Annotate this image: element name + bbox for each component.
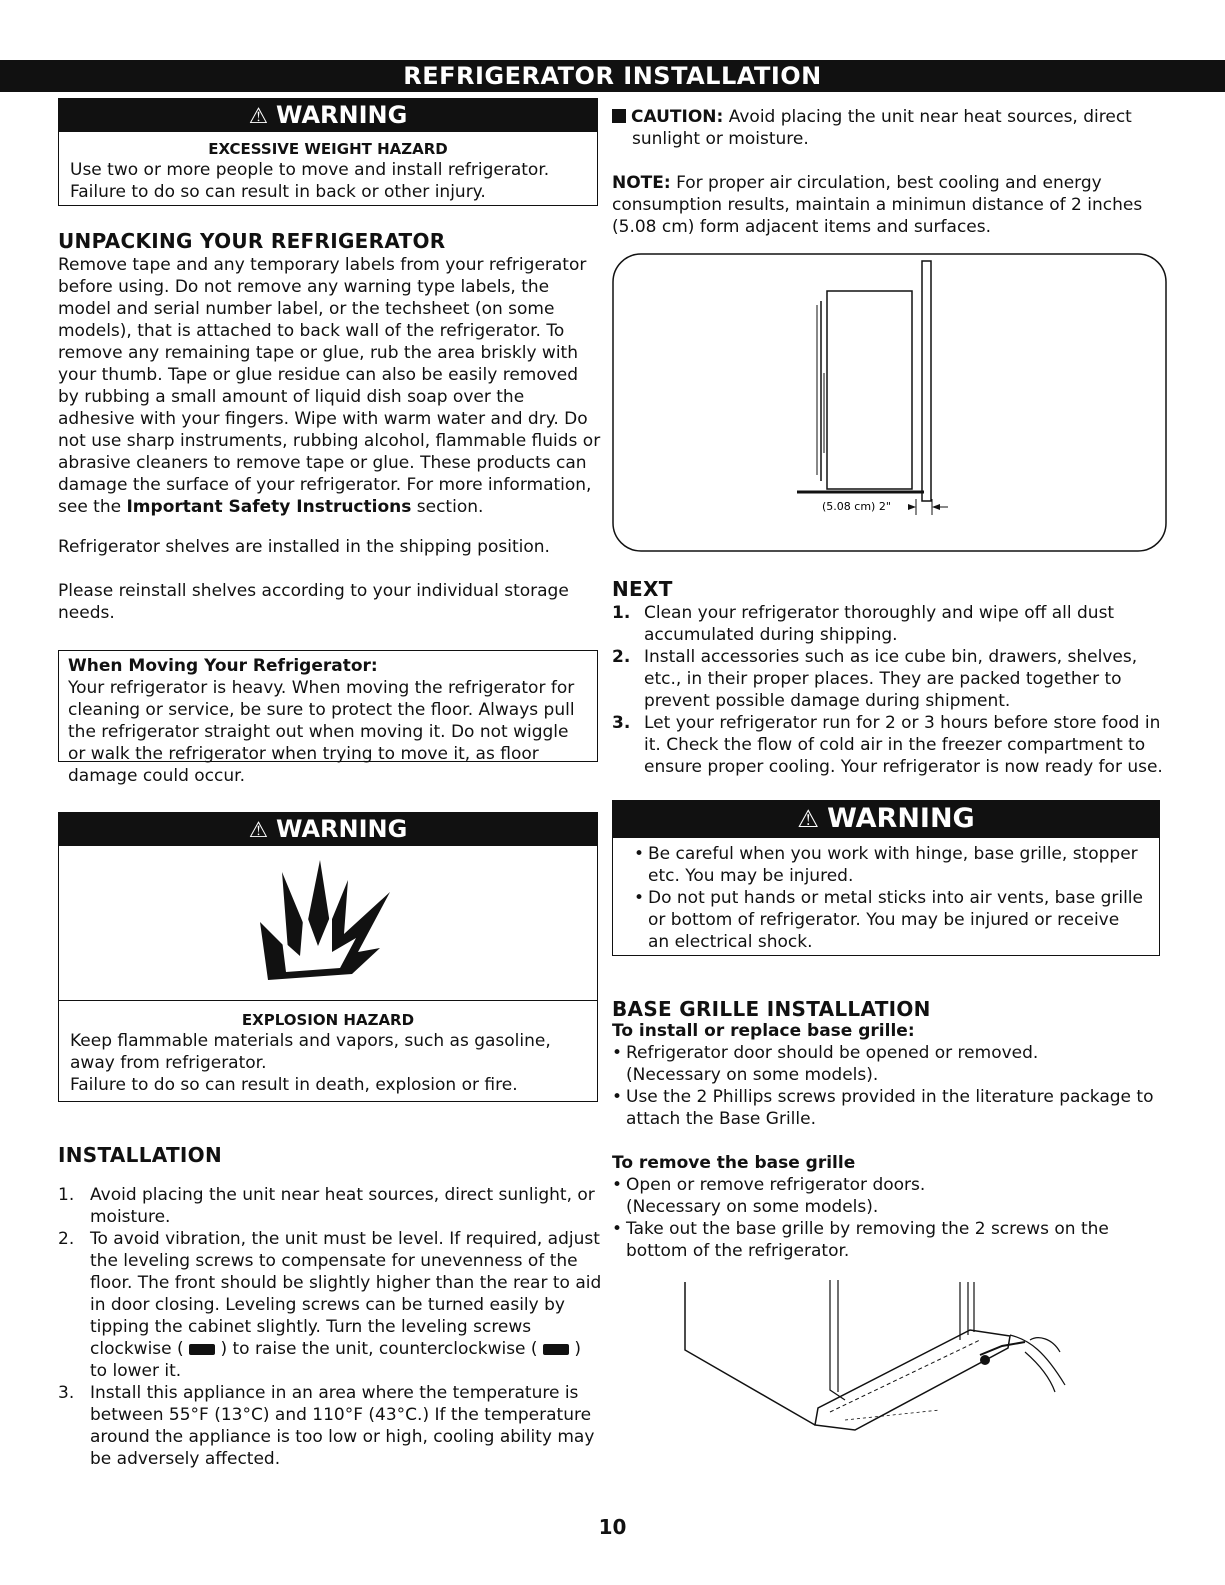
unpacking-paragraph <box>58 254 603 518</box>
unpacking-text-end: section. <box>416 497 484 517</box>
warning-label: WARNING <box>276 815 408 843</box>
caution-icon <box>612 109 626 123</box>
install-grille-list <box>612 1042 1167 1130</box>
base-grille-illustration <box>680 1280 1080 1440</box>
next-item <box>612 646 1164 712</box>
installation-list <box>58 1184 603 1470</box>
moving-text: Your refrigerator is heavy. When moving the refrigerator for cleaning or service, be sure to protect the floor. Always pull the refrigerator straight out when moving it. Do not wiggle or walk the refrigerator when trying to move it, as floor damage could occur. <box>68 678 575 786</box>
weight-warning-header <box>58 98 598 132</box>
item-number: 3. <box>58 1383 75 1403</box>
next-list <box>612 602 1164 778</box>
item-text: ) to raise the unit, counterclockwise ( <box>220 1339 538 1359</box>
remove-grille-title: To remove the base grille <box>612 1153 856 1173</box>
install-grille-item <box>612 1086 1167 1130</box>
item-number: 2. <box>58 1229 75 1249</box>
remove-grille-item <box>612 1174 1167 1218</box>
installation-heading: INSTALLATION <box>58 1143 222 1167</box>
item-text: Open or remove refrigerator doors. <box>626 1175 926 1195</box>
item-subtext: (Necessary on some models). <box>626 1197 879 1217</box>
explosion-hazard-title: EXPLOSION HAZARD <box>241 1011 415 1029</box>
remove-grille-item <box>612 1218 1167 1262</box>
weight-hazard-text: Use two or more people to move and install refrigerator. Failure to do so can result in back or other injury. <box>70 160 550 202</box>
note-block <box>612 172 1164 238</box>
unpacking-heading: UNPACKING YOUR REFRIGERATOR <box>58 229 446 253</box>
warning-triangle-icon: ⚠ <box>797 804 820 833</box>
page-banner: REFRIGERATOR INSTALLATION <box>0 60 1225 92</box>
item-text: Install this appliance in an area where the temperature is between 55°F (13°C) and 110°F (43°C.) If the temperature around the appliance is too low or high, cooling ability may be adversely affected. <box>90 1383 595 1469</box>
clockwise-icon <box>189 1344 215 1355</box>
next-item <box>612 712 1164 778</box>
shelves-reinstall-note: Please reinstall shelves according to your individual storage needs. <box>58 581 569 623</box>
note-label: NOTE: <box>612 173 671 193</box>
item-text: Clean your refrigerator thoroughly and wipe off all dust accumulated during shipping. <box>644 603 1115 645</box>
next-heading: NEXT <box>612 577 673 601</box>
caution-label: CAUTION: <box>631 107 724 127</box>
safety-instructions-ref: Important Safety Instructions <box>126 497 412 517</box>
installation-item <box>58 1382 603 1470</box>
explosion-line-2: Failure to do so can result in death, explosion or fire. <box>70 1075 518 1095</box>
item-text: Refrigerator door should be opened or removed. <box>626 1043 1039 1063</box>
item-text: Install accessories such as ice cube bin, drawers, shelves, etc., in their proper places. They are packed together to prevent possible damage during shipment. <box>644 647 1138 711</box>
item-text: Use the 2 Phillips screws provided in the literature package to attach the Base Grille. <box>626 1087 1154 1129</box>
base-grille-heading: BASE GRILLE INSTALLATION <box>612 997 931 1021</box>
shelves-note: Refrigerator shelves are installed in the shipping position. <box>58 537 550 557</box>
weight-hazard-title: EXCESSIVE WEIGHT HAZARD <box>208 140 448 158</box>
warning-item: • Do not put hands or metal sticks into air vents, base grille or bottom of refrigerator. You may be injured or receive an electrical shock. <box>634 887 1144 953</box>
hinge-warning-list <box>634 843 1144 953</box>
hinge-warning-header <box>612 800 1160 838</box>
warning-label: WARNING <box>276 101 408 129</box>
install-grille-title: To install or replace base grille: <box>612 1021 915 1041</box>
item-text: ) to lower it. <box>90 1339 582 1381</box>
page-number: 10 <box>598 1515 627 1539</box>
unpacking-text: Remove tape and any temporary labels from your refrigerator before using. Do not remove any warning type labels, the model and serial number label, or the techsheet (on some models), that is attached to back wall of the refrigerator. To remove any remaining tape or glue, rub the area briskly with your thumb. Tape or glue residue can also be easily removed by rubbing a small amount of liquid dish soap over the adhesive with your fingers. Wipe with warm water and dry. Do not use sharp instruments, rubbing alcohol, flammable fluids or abrasive cleaners to remove tape or glue. These products can damage the surface of your refrigerator. For more information, see the <box>58 255 601 517</box>
remove-grille-list <box>612 1174 1167 1262</box>
installation-item <box>58 1228 603 1382</box>
explosion-divider <box>58 1000 598 1001</box>
item-text: Take out the base grille by removing the 2 screws on the bottom of the refrigerator. <box>626 1219 1109 1261</box>
note-text: For proper air circulation, best cooling and energy consumption results, maintain a minimun distance of 2 inches (5.08 cm) form adjacent items and surfaces. <box>612 173 1143 237</box>
clearance-diagram <box>612 253 1167 553</box>
item-text: To avoid vibration, the unit must be level. If required, adjust the leveling screws to compensate for unevenness of the floor. The front should be slightly higher than the rear to aid in door closing. Leveling screws can be turned easily by tipping the cabinet slightly. Turn the leveling screws clockwise ( <box>90 1229 602 1359</box>
item-number: 2. <box>612 647 631 667</box>
item-number: 3. <box>612 713 631 733</box>
explosion-line-1: Keep flammable materials and vapors, such as gasoline, away from refrigerator. <box>70 1031 551 1073</box>
item-number: 1. <box>58 1185 75 1205</box>
clearance-label: (5.08 cm) 2" <box>822 500 891 513</box>
next-item <box>612 602 1164 646</box>
caution-block <box>612 106 1162 150</box>
item-number: 1. <box>612 603 631 623</box>
item-text: Let your refrigerator run for 2 or 3 hours before store food in it. Check the flow of cold air in the freezer compartment to ensure proper cooling. Your refrigerator is now ready for use. <box>644 713 1163 777</box>
caution-text: Avoid placing the unit near heat sources, direct sunlight or moisture. <box>632 107 1132 149</box>
install-grille-item <box>612 1042 1167 1086</box>
warning-item: • Be careful when you work with hinge, base grille, stopper etc. You may be injured. <box>634 843 1144 887</box>
explosion-warning-header <box>58 812 598 846</box>
counterclockwise-icon <box>543 1344 569 1355</box>
warning-triangle-icon: ⚠ <box>248 818 269 843</box>
item-subtext: (Necessary on some models). <box>626 1065 879 1085</box>
explosion-icon <box>240 852 410 982</box>
warning-triangle-icon: ⚠ <box>248 104 269 129</box>
item-text: Avoid placing the unit near heat sources, direct sunlight, or moisture. <box>90 1185 595 1227</box>
moving-title: When Moving Your Refrigerator: <box>68 656 378 676</box>
warning-label: WARNING <box>827 803 975 834</box>
installation-item <box>58 1184 603 1228</box>
